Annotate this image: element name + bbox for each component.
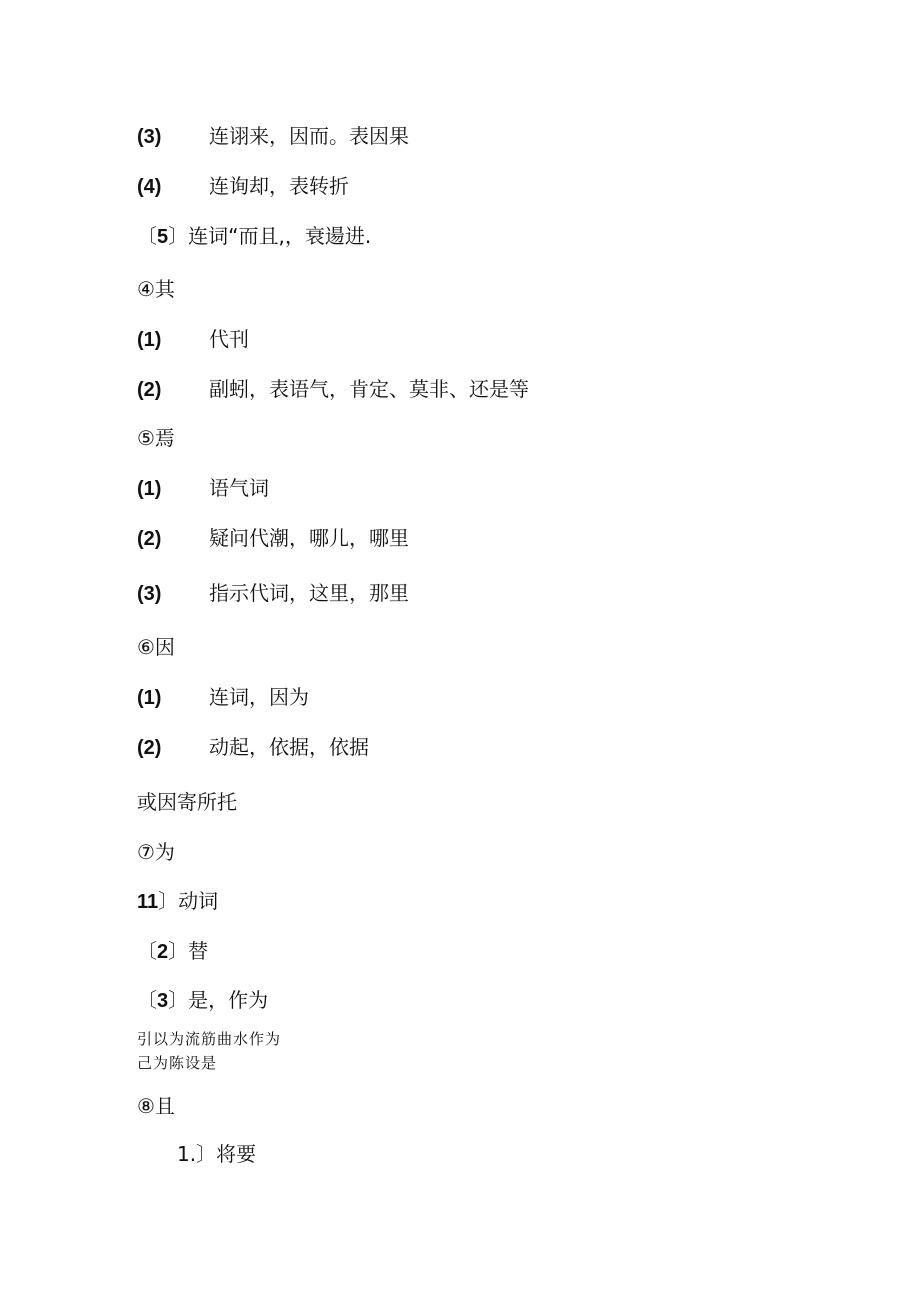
list-item [137,224,371,249]
item-text: 疑问代潮，哪儿，哪里 [209,526,409,550]
item-number: (4) [137,176,162,198]
item-text: 〕替 [168,939,209,963]
bracket-open: 〔 [137,224,157,248]
item-text: 连询却，表转折 [209,174,349,198]
list-item [137,581,409,606]
item-text: 〕连词“而且,，衰逿进. [168,224,372,248]
section-heading: ⑦为 [137,840,175,864]
example-text: 己为陈设是 [137,1054,218,1072]
item-text: 〕是，作为 [168,988,269,1012]
item-number: 11 [137,891,159,913]
section-heading: ⑥因 [137,635,175,659]
list-item [137,327,249,352]
list-item [137,889,218,914]
list-item [137,939,208,964]
body-text: 或因寄所托 [137,790,237,814]
item-number: (3) [137,126,162,148]
section-heading: ⑧且 [137,1094,175,1118]
item-number: (3) [137,583,162,605]
item-text: 语气词 [209,476,269,500]
item-text: 连诩来，因而。表因果 [209,124,409,148]
list-item [137,377,529,402]
section-heading: ⑤焉 [137,426,175,450]
list-item [137,735,369,760]
item-number: 2 [157,941,169,963]
bracket-open: 〔 [137,988,157,1012]
section-heading: ④其 [137,277,175,301]
list-item [137,124,409,149]
list-item [137,988,268,1013]
list-item: 1.〕将要 [177,1142,257,1166]
list-item [137,526,409,551]
bracket-open: 〔 [137,939,157,963]
item-text: 代刊 [209,327,249,351]
item-number: 5 [157,226,169,248]
item-number: (1) [137,687,162,709]
list-item [137,685,309,710]
item-text: 指示代词，这里，那里 [209,581,409,605]
item-number: (2) [137,528,162,550]
item-number: (2) [137,379,162,401]
item-number: (2) [137,737,162,759]
item-number: (1) [137,329,162,351]
item-text: 连词，因为 [209,685,309,709]
item-number: (1) [137,478,162,500]
item-number: 3 [157,990,169,1012]
list-item [137,174,349,199]
list-item [137,476,269,501]
item-text: 〕动词 [158,889,219,913]
example-text: 引以为流筋曲水作为 [137,1030,282,1048]
item-text: 动起，依据，依据 [209,735,369,759]
item-text: 副蚓，表语气，肯定、莫非、还是等 [209,377,529,401]
